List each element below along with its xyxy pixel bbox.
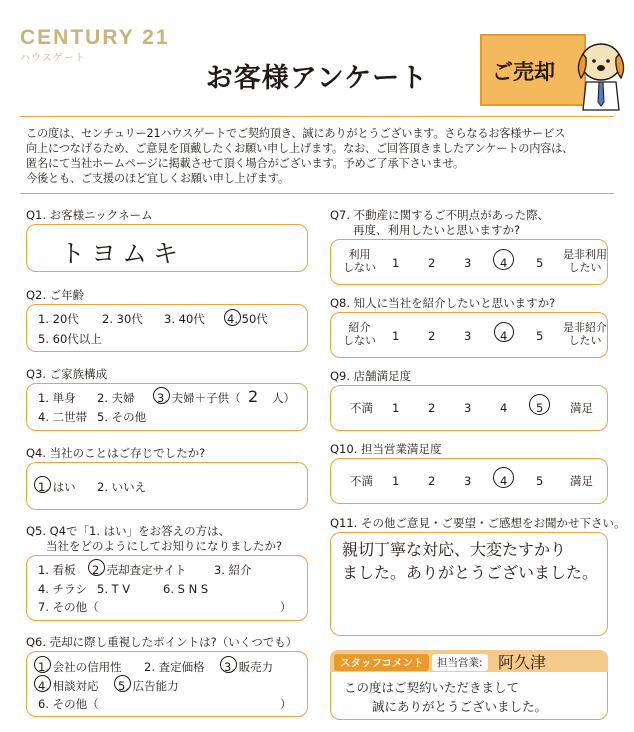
q8-choice[interactable]: 3 bbox=[464, 329, 472, 343]
intro-line: 向上につなげるため、ご意見を頂戴したくお願い申し上げます。なお、ご回答頂きましたアンケートの内容は、 bbox=[26, 142, 574, 155]
q6-option[interactable]: 6. その他（ bbox=[38, 697, 99, 711]
q10-selection-mark bbox=[493, 467, 514, 488]
q6-selection-mark bbox=[114, 675, 131, 692]
q5-label: Q5. Q4で「1. はい」をお答えの方は、 bbox=[26, 524, 231, 538]
q9-selection-mark bbox=[529, 394, 550, 415]
q7-scale-low bbox=[343, 248, 376, 274]
page-title: お客様アンケート bbox=[205, 63, 429, 94]
q4-option-selected[interactable]: 1. はい bbox=[38, 480, 76, 494]
q2-selection-mark bbox=[224, 309, 241, 326]
q8-choice[interactable]: 5 bbox=[536, 329, 544, 343]
q6-label: Q6. 売却に際し重視したポイントは?（いくつでも） bbox=[26, 635, 298, 649]
q7-selection-mark bbox=[493, 249, 514, 270]
q6-option-selected[interactable]: 5. 広告能力 bbox=[118, 679, 179, 693]
intro-line: この度は、センチュリー21ハウスゲートでご契約頂き、誠にありがとうございます。さらなるお客様サービス bbox=[26, 127, 566, 140]
q7-label-cont: 再度、利用したいと思いますか? bbox=[353, 223, 521, 237]
q6-option-selected[interactable]: 1. 会社の信用性 bbox=[38, 660, 122, 674]
q9-choice[interactable]: 3 bbox=[464, 401, 472, 415]
q2-option[interactable]: 1. 20代 bbox=[38, 312, 79, 326]
staff-rep-label: 担当営業: bbox=[432, 654, 488, 671]
q10-scale-high: 満足 bbox=[570, 474, 593, 488]
q8-choice-selected[interactable]: 4 bbox=[500, 329, 508, 343]
q6-selection-mark bbox=[34, 675, 51, 692]
q3-option-suffix: 人） bbox=[272, 391, 295, 405]
q2-option[interactable]: 5. 60代以上 bbox=[38, 332, 102, 346]
q5-option[interactable]: 5. T V bbox=[97, 582, 131, 596]
q2-option-selected[interactable]: 4. 50代 bbox=[227, 312, 268, 326]
q7-low-line2: しない bbox=[343, 261, 376, 274]
q5-option[interactable]: 7. その他（ bbox=[38, 600, 99, 614]
q10-label: Q10. 担当営業満足度 bbox=[330, 442, 442, 456]
q5-option[interactable]: 1. 看板 bbox=[38, 563, 76, 577]
q11-label: Q11. その他ご意見・ご要望・ご感想をお聞かせ下さい。 bbox=[330, 516, 626, 530]
logo-main: CENTURY 21 bbox=[20, 26, 170, 49]
q7-choice[interactable]: 2 bbox=[428, 256, 436, 270]
q2-label: Q2. ご年齢 bbox=[26, 288, 85, 302]
q6-option-close: ） bbox=[280, 697, 292, 711]
staff-comment-line1: この度はご契約いただきまして bbox=[344, 680, 520, 695]
intro-line: 匿名にて当社ホームページに掲載させて頂く場合がございます。予めご了承下さいませ。 bbox=[26, 157, 465, 170]
q5-option-selected[interactable]: 2. 売却査定サイト bbox=[92, 563, 187, 577]
logo-sub: ハウスゲート bbox=[20, 53, 86, 64]
q10-scale-low: 不満 bbox=[350, 474, 373, 488]
q8-scale-low bbox=[343, 321, 376, 347]
q6-selection-mark bbox=[34, 656, 51, 673]
q8-low-line2: しない bbox=[343, 334, 376, 347]
staff-comment-line2: 誠にありがとうございました。 bbox=[372, 699, 548, 714]
q8-choice[interactable]: 2 bbox=[428, 329, 436, 343]
q7-choice[interactable]: 5 bbox=[536, 256, 544, 270]
q7-low-line1: 利用 bbox=[348, 248, 371, 261]
q10-choice[interactable]: 5 bbox=[536, 474, 544, 488]
q3-option[interactable]: 4. 二世帯 bbox=[38, 410, 88, 424]
q3-option[interactable]: 2. 夫婦 bbox=[97, 391, 135, 405]
q6-option-selected[interactable]: 4. 相談対応 bbox=[38, 679, 99, 693]
staff-rep-name: 阿久津 bbox=[498, 653, 547, 672]
q9-scale-low: 不満 bbox=[350, 401, 373, 415]
intro-divider bbox=[20, 193, 614, 194]
q6-option[interactable]: 2. 査定価格 bbox=[144, 660, 205, 674]
header-divider bbox=[20, 116, 614, 117]
q8-high-line1: 是非紹介 bbox=[563, 321, 607, 334]
q4-selection-mark bbox=[34, 476, 51, 493]
q2-option[interactable]: 2. 30代 bbox=[102, 312, 143, 326]
q9-choice[interactable]: 1 bbox=[392, 401, 400, 415]
q11-answer-line1: 親切丁寧な対応、大変たすかり bbox=[342, 540, 567, 559]
q7-scale-high bbox=[563, 248, 607, 274]
q9-label: Q9. 店舗満足度 bbox=[330, 369, 412, 383]
q8-scale-high bbox=[563, 321, 607, 347]
q3-option-selected[interactable]: 3. 夫婦＋子供（ bbox=[157, 391, 241, 405]
q7-choice[interactable]: 3 bbox=[464, 256, 472, 270]
q9-choice[interactable]: 4 bbox=[500, 401, 508, 415]
intro-text bbox=[26, 126, 616, 186]
q7-label: Q7. 不動産に関するご不明点があった際、 bbox=[330, 208, 550, 222]
q1-answer: トヨムキ bbox=[60, 239, 185, 268]
q7-high-line2: したい bbox=[568, 261, 602, 274]
q3-children-count: 2 bbox=[248, 387, 259, 406]
q9-choice-selected[interactable]: 5 bbox=[536, 401, 544, 415]
q4-label: Q4. 当社のことはご存じでしたか? bbox=[26, 446, 206, 460]
q3-selection-mark bbox=[153, 387, 170, 404]
q5-option-close: ） bbox=[280, 600, 292, 614]
q10-choice-selected[interactable]: 4 bbox=[500, 474, 508, 488]
dog-mascot-icon bbox=[569, 32, 631, 112]
q7-choice[interactable]: 1 bbox=[392, 256, 400, 270]
q4-option[interactable]: 2. いいえ bbox=[97, 480, 147, 494]
q10-choice[interactable]: 1 bbox=[392, 474, 400, 488]
q8-label: Q8. 知人に当社を紹介したいと思いますか? bbox=[330, 296, 556, 310]
q11-answer-line2: ました。ありがとうございました。 bbox=[342, 563, 599, 582]
q8-choice[interactable]: 1 bbox=[392, 329, 400, 343]
q5-label-cont: 当社をどのようにしてお知りになりましたか? bbox=[46, 539, 283, 553]
q6-selection-mark bbox=[220, 656, 237, 673]
q7-choice-selected[interactable]: 4 bbox=[500, 256, 508, 270]
staff-comment-title: スタッフコメント bbox=[334, 654, 429, 671]
q2-option[interactable]: 3. 40代 bbox=[164, 312, 205, 326]
q6-option-selected[interactable]: 3. 販売力 bbox=[224, 660, 274, 674]
badge-label: ご売却 bbox=[492, 60, 555, 84]
q1-label: Q1. お客様ニックネーム bbox=[26, 208, 153, 222]
q9-scale-high: 満足 bbox=[570, 401, 593, 415]
q9-choice[interactable]: 2 bbox=[428, 401, 436, 415]
q5-option[interactable]: 3. 紹介 bbox=[214, 563, 252, 577]
q3-label: Q3. ご家族構成 bbox=[26, 367, 108, 381]
q3-option[interactable]: 5. その他 bbox=[97, 410, 147, 424]
q3-option[interactable]: 1. 単身 bbox=[38, 391, 76, 405]
q5-option[interactable]: 6. S N S bbox=[163, 582, 209, 596]
q5-option[interactable]: 4. チラシ bbox=[38, 582, 88, 596]
q8-low-line1: 紹介 bbox=[348, 321, 371, 334]
q8-high-line2: したい bbox=[568, 334, 602, 347]
intro-line: 今後とも、ご支援のほど宜しくお願い申し上げます。 bbox=[26, 172, 289, 185]
q8-selection-mark bbox=[494, 322, 514, 342]
q10-choice[interactable]: 2 bbox=[428, 474, 436, 488]
q7-high-line1: 是非利用 bbox=[563, 248, 607, 261]
q5-selection-mark bbox=[88, 559, 105, 576]
q10-choice[interactable]: 3 bbox=[464, 474, 472, 488]
